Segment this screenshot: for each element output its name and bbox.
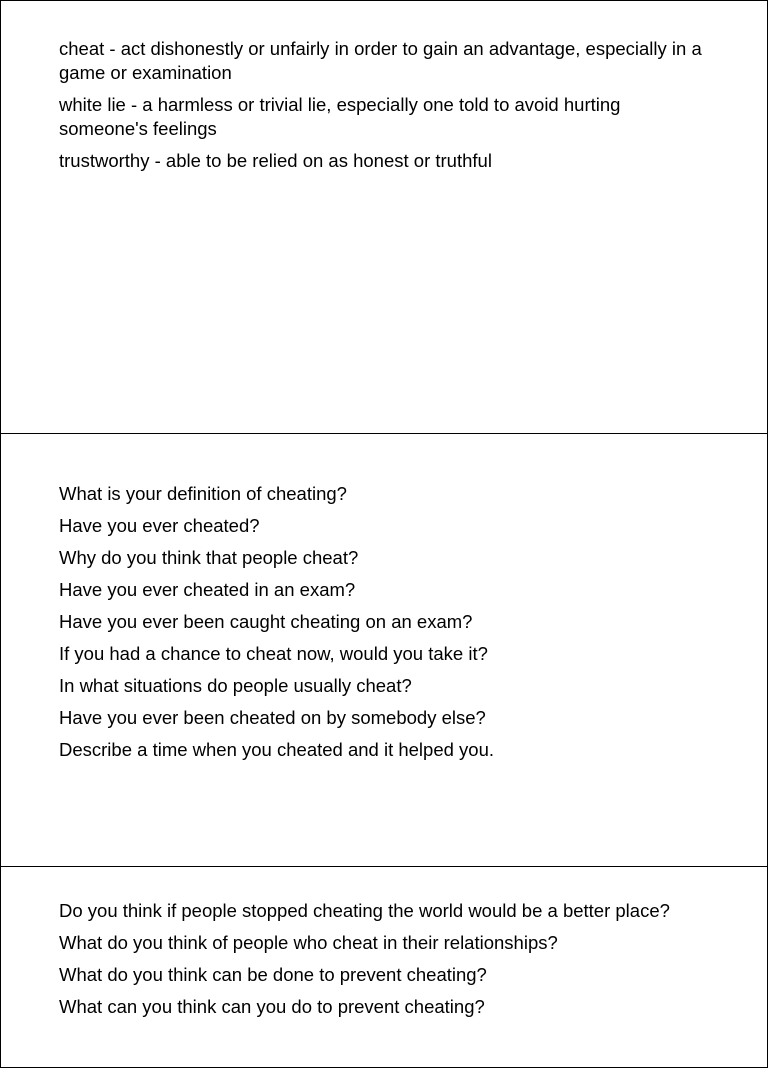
question: Have you ever cheated? [59,515,260,536]
question: Have you ever been caught cheating on an exam? [59,611,473,632]
question: What is your definition of cheating? [59,483,347,504]
questions-card-2 [0,866,768,1068]
question: Have you ever cheated in an exam? [59,579,356,600]
question: In what situations do people usually cheat? [59,675,412,696]
question: If you had a chance to cheat now, would you take it? [59,643,488,664]
definition-trustworthy: trustworthy - able to be relied on as honest or truthful [59,150,492,171]
definition-cheat: cheat - act dishonestly or unfairly in order to gain an advantage, especially in a game or examination [59,38,702,83]
question-list-2 [59,899,707,1027]
question: Have you ever been cheated on by somebody else? [59,707,486,728]
vocabulary-list [59,37,707,181]
question: What do you think of people who cheat in their relationships? [59,932,558,953]
definition-white-lie: white lie - a harmless or trivial lie, especially one told to avoid hurting someone's feelings [59,94,621,139]
question: Describe a time when you cheated and it helped you. [59,739,495,760]
question: Why do you think that people cheat? [59,547,359,568]
vocabulary-card [0,0,768,434]
question: Do you think if people stopped cheating the world would be a better place? [59,900,670,921]
question-list-1 [59,482,707,770]
question: What can you think can you do to prevent cheating? [59,996,485,1017]
questions-card-1 [0,433,768,867]
question: What do you think can be done to prevent cheating? [59,964,487,985]
